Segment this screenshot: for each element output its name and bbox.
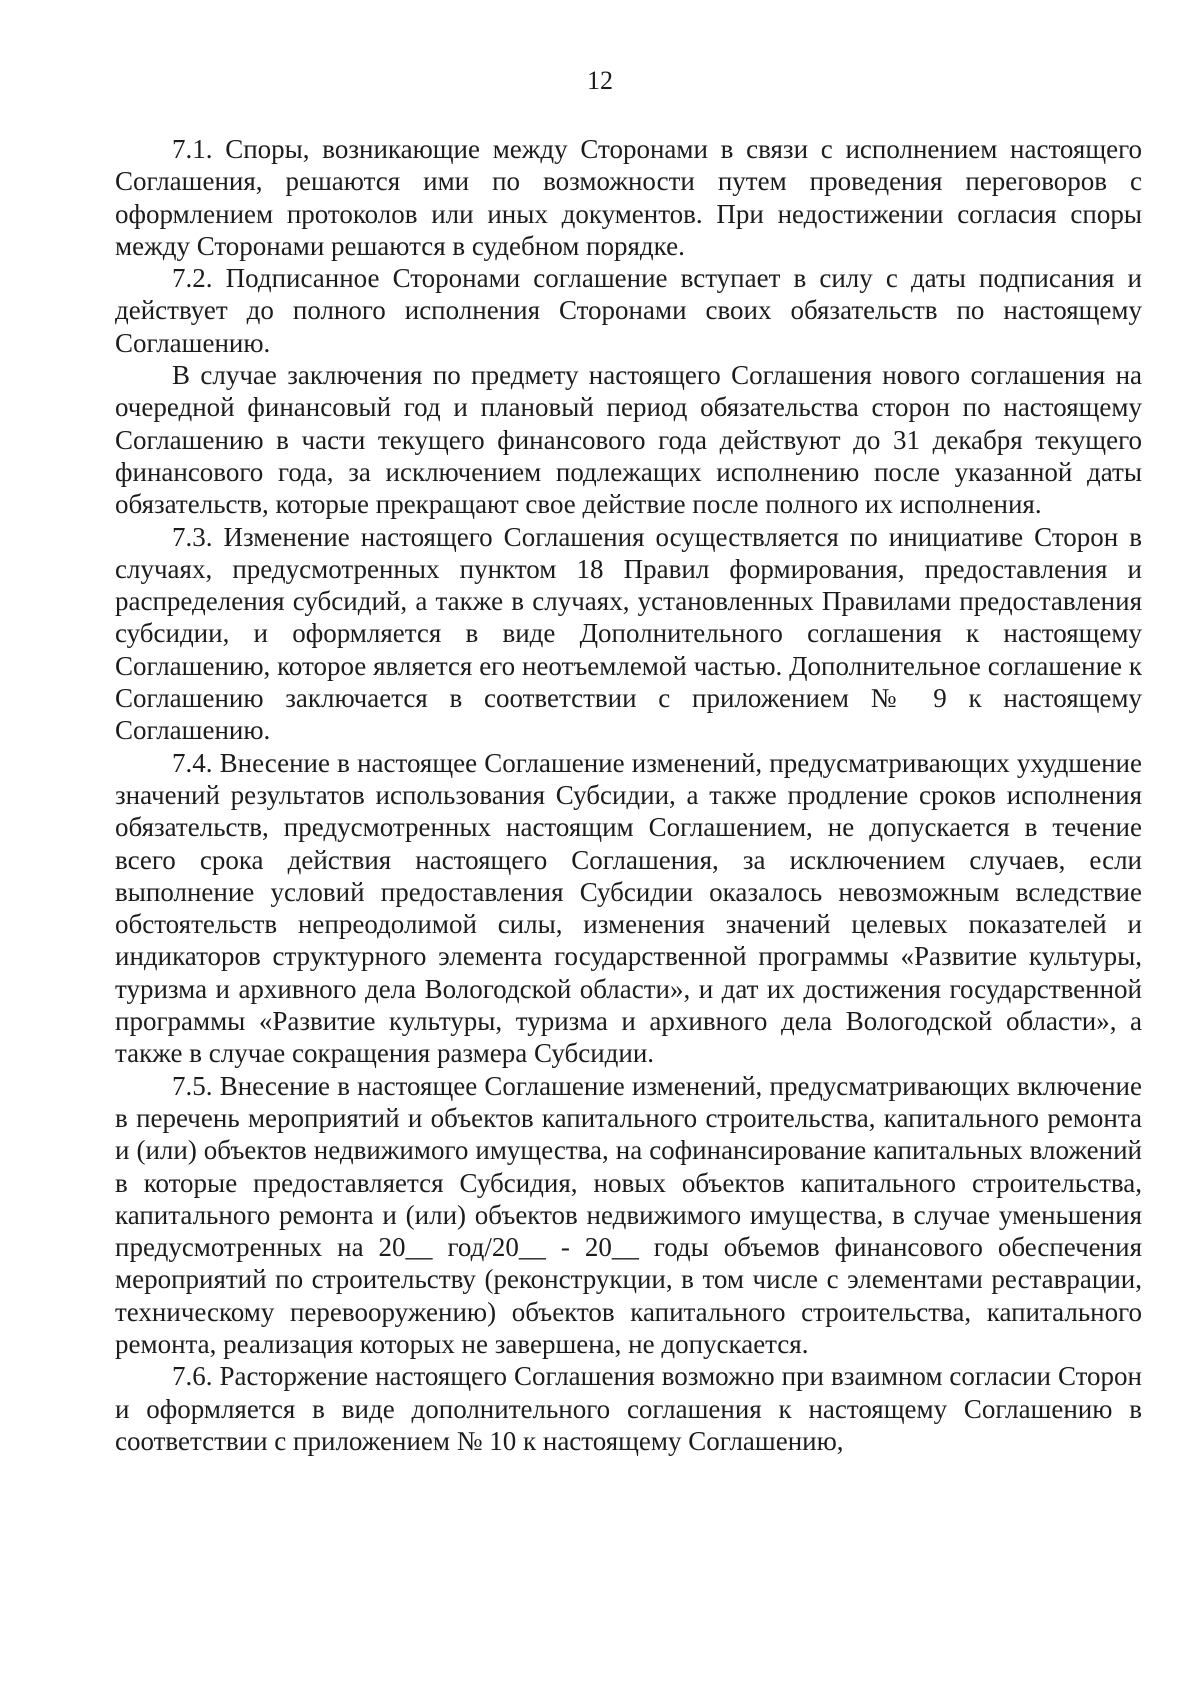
document-body — [115, 133, 1142, 1457]
paragraph-7-2: 7.2. Подписанное Сторонами соглашение вступает в силу с даты подписания и действует до полного исполнения Сторонами своих обязательств по настоящему Соглашению. — [115, 263, 1142, 358]
paragraph-7-4: 7.4. Внесение в настоящее Соглашение изменений, предусматривающих ухудшение значений результатов использования Субсидии, а также продление сроков исполнения обязательств, предусмотренных настоящим Соглашением, не допускается в течение всего срока действия настоящего Соглашения, за исключением случаев, если выполнение условий предоставления Субсидии оказалось невозможным вследствие обстоятельств непреодолимой силы, изменения значений целевых показателей и индикаторов структурного элемента государственной программы «Развитие культуры, туризма и архивного дела Вологодской области», и дат их достижения государственной программы «Развитие культуры, туризма и архивного дела Вологодской области», а также в случае сокращения размера Субсидии. — [115, 747, 1142, 1069]
paragraph-7-1: 7.1. Споры, возникающие между Сторонами в связи с исполнением настоящего Соглашения, решаются ими по возможности путем проведения переговоров с оформлением протоколов или иных документов. При недостижении согласия споры между Сторонами решаются в судебном порядке. — [115, 134, 1142, 261]
paragraph-7-5: 7.5. Внесение в настоящее Соглашение изменений, предусматривающих включение в перечень мероприятий и объектов капитального строительства, капитального ремонта и (или) объектов недвижимого имущества, на софинансирование капитальных вложений в которые предоставляется Субсидия, новых объектов капитального строительства, капитального ремонта и (или) объектов недвижимого имущества, в случае уменьшения предусмотренных на 20__ год/20__ - 20__ годы объемов финансового обеспечения мероприятий по строительству (реконструкции, в том числе с элементами реставрации, техническому перевооружению) объектов капитального строительства, капитального ремонта, реализация которых не завершена, не допускается. — [115, 1070, 1142, 1359]
paragraph-7-3: 7.3. Изменение настоящего Соглашения осуществляется по инициативе Сторон в случаях, предусмотренных пунктом 18 Правил формирования, предоставления и распределения субсидий, а также в случаях, установленных Правилами предоставления субсидии, и оформляется в виде Дополнительного соглашения к настоящему Соглашению, которое является его неотъемлемой частью. Дополнительное соглашение к Соглашению заключается в соответствии с приложением № 9 к настоящему Соглашению. — [115, 521, 1142, 746]
paragraph-7-2-continuation: В случае заключения по предмету настоящего Соглашения нового соглашения на очередной финансовый год и плановый период обязательства сторон по настоящему Соглашению в части текущего финансового года действуют до 31 декабря текущего финансового года, за исключением подлежащих исполнению после указанной даты обязательств, которые прекращают свое действие после полного их исполнения. — [115, 360, 1142, 520]
paragraph-7-6: 7.6. Расторжение настоящего Соглашения возможно при взаимном согласии Сторон и оформляется в виде дополнительного соглашения к настоящему Соглашению в соответствии с приложением № 10 к настоящему Соглашению, — [115, 1361, 1142, 1456]
page-number: 12 — [587, 66, 613, 95]
